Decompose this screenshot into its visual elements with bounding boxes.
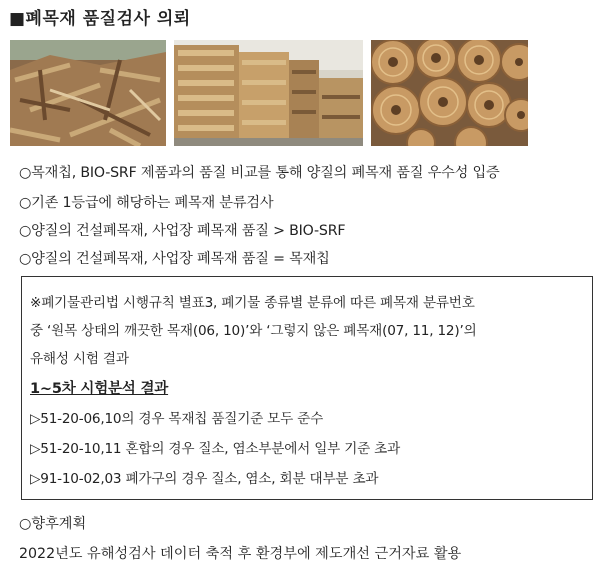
bullet-grade-classification: ○기존 1등급에 해당하는 폐목재 분류검사 [19,195,274,211]
result-line-2: ▷51-20-10,11 혼합의 경우 질소, 염소부분에서 일부 기준 초과 [30,441,401,457]
note-line-2: 중 ‘원목 상태의 깨끗한 목재(06, 10)’와 ‘그렇지 않은 폐목재(07, 11, 12)’의 [30,323,477,339]
bullet-wood-chip: ○양질의 건설폐목재, 사업장 폐목재 품질 = 목재칩 [19,251,330,267]
page-title: ■폐목재 품질검사 의뢰 [9,9,191,29]
plan-heading: ○향후계획 [19,516,87,532]
test-results-box [21,276,593,500]
note-line-3: 유해성 시험 결과 [30,351,129,367]
note-line-1: ※폐기물관리법 시행규칙 별표3, 폐기물 종류별 분류에 따른 폐목재 분류번호 [30,295,475,311]
wood-pallet-pile-photo [10,40,166,146]
stacked-lumber-yard-photo [174,40,363,146]
result-line-3: ▷91-10-02,03 폐가구의 경우 질소, 염소, 회분 대부분 초과 [30,471,379,487]
result-line-1: ▷51-20-06,10의 경우 목재칩 품질기준 모두 준수 [30,411,324,427]
bullet-quality-comparison: ○목재칩, BIO-SRF 제품과의 품질 비교를 통해 양질의 폐목재 품질 우수성 입증 [19,165,500,181]
plan-text: 2022년도 유해성검사 데이터 축적 후 환경부에 제도개선 근거자료 활용 [19,546,462,562]
results-subheading: 1~5차 시험분석 결과 [30,381,169,397]
cable-spool-drums-photo [371,40,528,146]
bullet-bio-srf: ○양질의 건설폐목재, 사업장 폐목재 품질 > BIO-SRF [19,223,346,239]
